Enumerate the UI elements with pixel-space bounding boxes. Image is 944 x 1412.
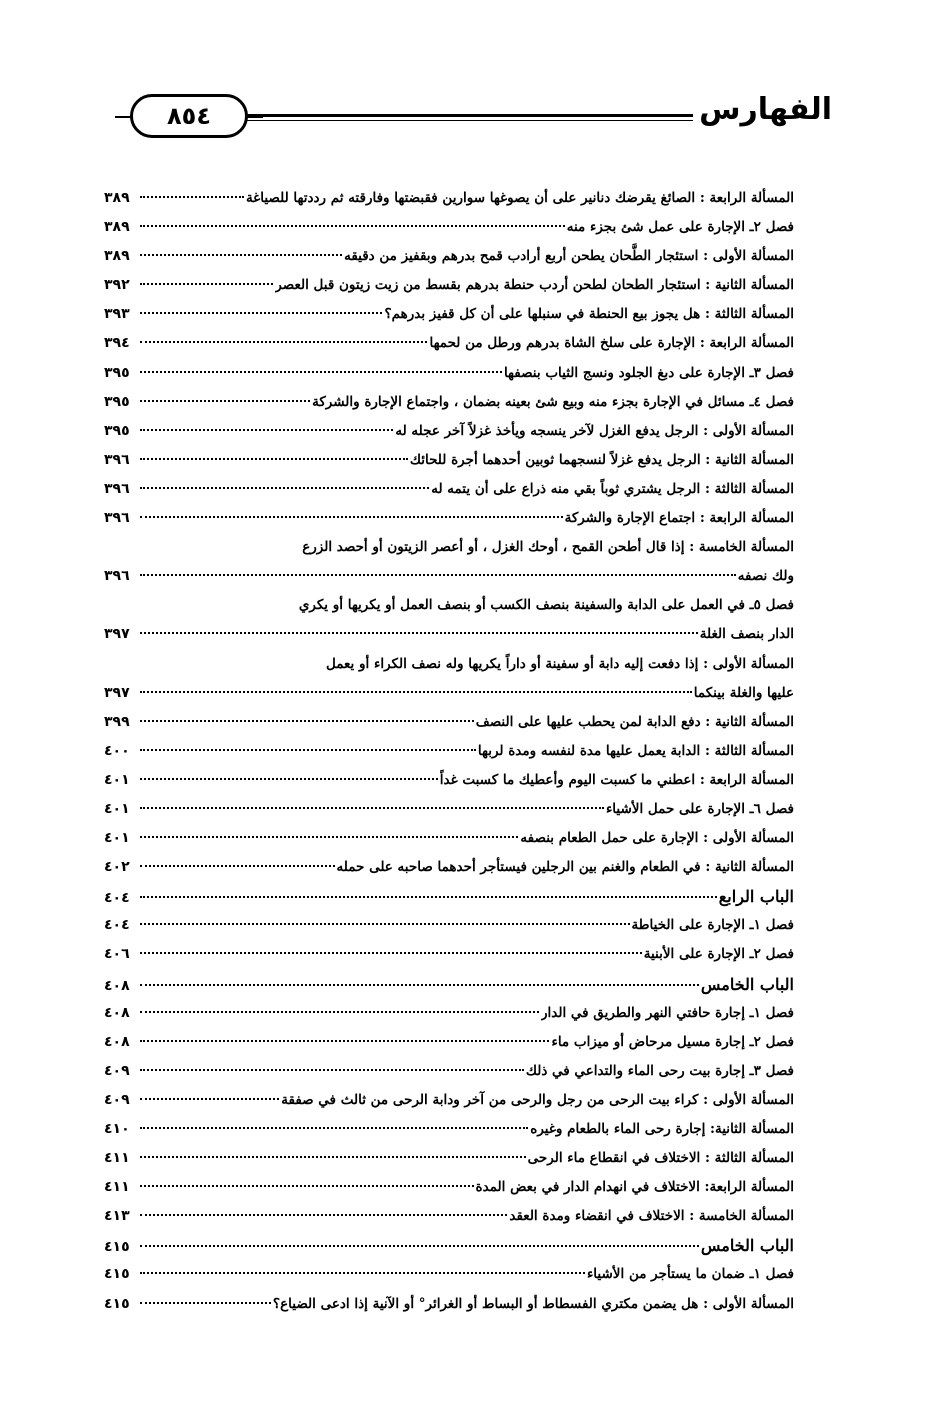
- toc-entry-title: الباب الرابع: [718, 887, 794, 907]
- toc-entry-title: المسألة الثانية : دفع الدابة لمن يحطب عليها على النصف: [475, 713, 794, 730]
- toc-entry-title: المسألة الثالثة : الاختلاف في انقطاع ماء الرحى: [527, 1150, 794, 1167]
- toc-row: [104, 1057, 794, 1086]
- toc-entry-title: فصل ٣ـ الإجارة على دبغ الجلود ونسج الثياب بنصفها: [503, 364, 794, 381]
- toc-entry-title: المسألة الثانية : في الطعام والغنم بين الرجلين فيستأجر أحدهما صاحبه على حمله: [336, 859, 794, 876]
- toc-page-number: ٤٠٨: [104, 977, 130, 994]
- dot-leader: [140, 1040, 549, 1042]
- dot-leader: [140, 254, 342, 256]
- toc-row: [104, 824, 794, 853]
- toc-row: [104, 417, 794, 446]
- dot-leader: [140, 778, 438, 780]
- dot-leader: [140, 1156, 526, 1158]
- toc-row: [104, 475, 794, 504]
- toc-row: [104, 591, 794, 620]
- dot-leader: [140, 1245, 699, 1247]
- header-rule-thin: [240, 120, 724, 121]
- toc-entry-title: المسألة الأولى : استئجار الطَّحان يطحن أربع أرادب قمح بدرهم وبقفيز من دقيقه: [344, 248, 794, 265]
- toc-row: [104, 388, 794, 417]
- toc-row: [104, 1260, 794, 1289]
- toc-entry-title: المسألة الأولى : الرجل يدفع الغزل لآخر ينسجه ويأخذ غزلاً آخر عجله له: [395, 422, 794, 439]
- dot-leader: [140, 865, 335, 867]
- toc-page-number: ٣٩٧: [104, 626, 130, 643]
- dot-leader: [140, 574, 736, 576]
- toc-page-number: ٣٩٦: [104, 451, 130, 468]
- toc-page-number: ٤١٥: [104, 1295, 130, 1312]
- dot-leader: [140, 429, 393, 431]
- toc-entry-title: فصل ٣ـ إجارة بيت رحى الماء والتداعي في ذلك: [525, 1062, 794, 1079]
- toc-page-number: ٣٩٥: [104, 393, 130, 410]
- toc-page-number: ٤٠٨: [104, 1004, 130, 1021]
- toc-entry-title: فصل ٢ـ الإجارة على عمل شئ بجزء منه: [566, 219, 794, 236]
- toc-page-number: ٤١٠: [104, 1121, 130, 1137]
- dot-leader: [140, 341, 427, 343]
- toc-entry-title: فصل ٢ـ الإجارة على الأبنية: [643, 946, 794, 963]
- toc-row: [104, 620, 794, 649]
- toc-entry-title: فصل ١ـ إجارة حافتي النهر والطريق في الدار: [540, 1004, 794, 1021]
- toc-row: [104, 184, 794, 213]
- table-of-contents: [104, 184, 794, 1319]
- toc-row: [104, 1115, 794, 1144]
- toc-entry-title: عليها والغلة بينكما: [693, 684, 794, 701]
- toc-row: [104, 271, 794, 300]
- toc-row: [104, 999, 794, 1028]
- dot-leader: [140, 1098, 279, 1100]
- toc-row: [104, 242, 794, 271]
- toc-page-number: ٣٩٤: [104, 335, 130, 352]
- toc-page-number: ٣٨٩: [104, 190, 130, 206]
- toc-page-number: ٤١١: [104, 1150, 130, 1167]
- toc-chapter-row: [104, 970, 794, 999]
- toc-page-number: ٤٠٤: [104, 890, 130, 907]
- dot-leader: [140, 720, 474, 722]
- toc-row: [104, 650, 794, 679]
- dot-leader: [140, 984, 699, 986]
- toc-entry-title: المسألة الأولى : هل يضمن مكتري الفسطاط أو البساط أو الغرائر° أو الآنية إذا ادعى الضياع؟: [272, 1295, 794, 1312]
- toc-entry-title: المسألة الثالثة : هل يجوز بيع الحنطة في سنبلها على أن كل قفيز بدرهم؟: [384, 306, 794, 323]
- dot-leader: [140, 312, 382, 314]
- toc-entry-title: المسألة الخامسة : إذا قال أطحن القمح ، أوحك الغزل ، أو أعصر الزيتون أو أحصد الزرع: [302, 539, 794, 556]
- dot-leader: [140, 1011, 539, 1013]
- dot-leader: [140, 516, 563, 518]
- dot-leader: [140, 836, 518, 838]
- toc-page-number: ٤٠١: [104, 771, 130, 788]
- toc-entry-title: الدار بنصف الغلة: [699, 626, 794, 643]
- toc-entry-title: المسألة الثانية : الرجل يدفع غزلاً لنسجهما ثوبين أحدهما أجرة للحائك: [409, 451, 794, 468]
- toc-entry-title: فصل ٦ـ الإجارة على حمل الأشياء: [605, 800, 794, 817]
- toc-page-number: ٤١١: [104, 1179, 130, 1196]
- toc-page-number: ٣٩٦: [104, 480, 130, 497]
- toc-entry-title: فصل ٤ـ مسائل في الإجارة بجزء منه وبيع شئ بعينه بضمان ، واجتماع الإجارة والشركة: [312, 393, 794, 410]
- toc-page-number: ٤٠٩: [104, 1091, 130, 1108]
- toc-page-number: ٤٠١: [104, 830, 130, 847]
- dot-leader: [140, 283, 273, 285]
- dot-leader: [140, 487, 429, 489]
- toc-chapter-row: [104, 882, 794, 911]
- toc-entry-title: الباب الخامس: [700, 1236, 794, 1256]
- dot-leader: [140, 632, 698, 634]
- dot-leader: [140, 1185, 474, 1187]
- toc-page-number: ٣٨٩: [104, 219, 130, 236]
- dot-leader: [140, 371, 502, 373]
- toc-page-number: ٣٩٥: [104, 422, 130, 439]
- dot-leader: [140, 952, 642, 954]
- toc-page-number: ٣٩٥: [104, 364, 130, 381]
- toc-entry-title: المسألة الأولى : الإجارة على حمل الطعام بنصفه: [520, 830, 794, 847]
- toc-page-number: ٤٠٦: [104, 946, 130, 963]
- toc-row: [104, 533, 794, 562]
- toc-entry-title: المسألة الثانية: إجارة رحى الماء بالطعام وغيره: [530, 1121, 794, 1137]
- toc-row: [104, 853, 794, 882]
- toc-page-number: ٣٨٩: [104, 248, 130, 265]
- page-header: [110, 92, 832, 142]
- toc-entry-title: المسألة الثالثة : الرجل يشتري ثوباً بقي منه ذراع على أن يتمه له: [431, 480, 794, 497]
- toc-page-number: ٤٠٩: [104, 1062, 130, 1079]
- dot-leader: [140, 1127, 528, 1129]
- dot-leader: [140, 807, 604, 809]
- toc-entry-title: المسألة الأولى : كراء بيت الرحى من رجل والرحى من آخر ودابة الرحى من ثالث في صفقة: [281, 1091, 794, 1108]
- page-number-text: ٨٥٤: [167, 102, 211, 130]
- toc-row: [104, 911, 794, 940]
- toc-entry-title: الباب الخامس: [700, 974, 794, 994]
- toc-entry-title: المسألة الرابعة : اعطني ما كسبت اليوم وأعطيك ما كسبت غداً: [439, 771, 794, 788]
- dot-leader: [140, 400, 310, 402]
- toc-page-number: ٤٠٠: [104, 742, 130, 759]
- toc-entry-title: فصل ١ـ الإجارة على الخياطة: [631, 917, 794, 934]
- dot-leader: [140, 691, 692, 693]
- toc-entry-title: المسألة الثانية : استئجار الطحان لطحن أردب حنطة بدرهم بقسط من زيت زيتون قبل العصر: [275, 277, 794, 294]
- toc-entry-title: المسألة الثالثة : الدابة يعمل عليها مدة لنفسه ومدة لربها: [477, 742, 794, 759]
- dot-leader: [140, 1214, 507, 1216]
- toc-page-number: ٣٩٩: [104, 713, 130, 730]
- toc-row: [104, 300, 794, 329]
- toc-page-number: ٤١٥: [104, 1239, 130, 1256]
- toc-entry-title: المسألة الخامسة : الاختلاف في انقضاء ومدة العقد: [509, 1208, 794, 1225]
- toc-page-number: ٤٠١: [104, 800, 130, 817]
- toc-row: [104, 329, 794, 358]
- toc-row: [104, 795, 794, 824]
- toc-row: [104, 1086, 794, 1115]
- toc-page-number: ٣٩٦: [104, 510, 130, 527]
- toc-row: [104, 1202, 794, 1231]
- toc-page-number: ٤٠٢: [104, 859, 130, 876]
- toc-entry-title: المسألة الرابعة : الإجارة على سلخ الشاة بدرهم ورطل من لحمها: [429, 335, 794, 352]
- toc-entry-title: فصل ٥ـ في العمل على الدابة والسفينة بنصف الكسب أو بنصف العمل أو يكريها أو يكري: [298, 597, 794, 614]
- toc-row: [104, 708, 794, 737]
- page-number: [130, 94, 248, 138]
- toc-row: [104, 213, 794, 242]
- dot-leader: [140, 896, 717, 898]
- toc-page-number: ٣٩٢: [104, 277, 130, 294]
- toc-page-number: ٤١٥: [104, 1266, 130, 1283]
- dot-leader: [140, 749, 476, 751]
- toc-entry-title: فصل ٢ـ إجارة مسيل مرحاض أو ميزاب ماء: [551, 1033, 794, 1050]
- dot-leader: [140, 458, 408, 460]
- toc-row: [104, 1173, 794, 1202]
- dot-leader: [140, 923, 630, 925]
- toc-row: [104, 1290, 794, 1319]
- toc-page-number: ٣٩٦: [104, 568, 130, 585]
- dot-leader: [140, 1302, 271, 1304]
- toc-row: [104, 446, 794, 475]
- dot-leader: [140, 1272, 585, 1274]
- toc-page-number: ٤٠٤: [104, 917, 130, 934]
- toc-row: [104, 737, 794, 766]
- toc-row: [104, 504, 794, 533]
- toc-row: [104, 940, 794, 969]
- toc-page-number: ٣٩٣: [104, 306, 130, 323]
- dot-leader: [140, 196, 244, 198]
- toc-entry-title: المسألة الرابعة: الاختلاف في انهدام الدار في بعض المدة: [475, 1179, 794, 1196]
- toc-page-number: ٤١٣: [104, 1208, 130, 1225]
- toc-row: [104, 766, 794, 795]
- toc-entry-title: المسألة الأولى : إذا دفعت إليه دابة أو سفينة أو داراً يكريها وله نصف الكراء أو يعمل: [326, 655, 794, 672]
- header-rule: [240, 114, 724, 117]
- toc-chapter-row: [104, 1231, 794, 1260]
- toc-row: [104, 679, 794, 708]
- toc-row: [104, 1144, 794, 1173]
- dot-leader: [140, 225, 565, 227]
- toc-page-number: ٣٩٧: [104, 684, 130, 701]
- toc-row: [104, 359, 794, 388]
- section-title: الفهارس: [693, 92, 832, 127]
- toc-row: [104, 1028, 794, 1057]
- toc-entry-title: فصل ١ـ ضمان ما يستأجر من الأشياء: [586, 1266, 794, 1283]
- toc-entry-title: المسألة الرابعة : الصائغ يقرضك دنانير على أن يصوغها سوارين فقبضتها وفارقته ثم رددتها للصياغة: [245, 190, 794, 206]
- toc-entry-title: المسألة الرابعة : اجتماع الإجارة والشركة: [564, 510, 794, 527]
- dot-leader: [140, 1069, 524, 1071]
- toc-row: [104, 562, 794, 591]
- toc-page-number: ٤٠٨: [104, 1033, 130, 1050]
- toc-entry-title: ولك نصفه: [737, 568, 794, 585]
